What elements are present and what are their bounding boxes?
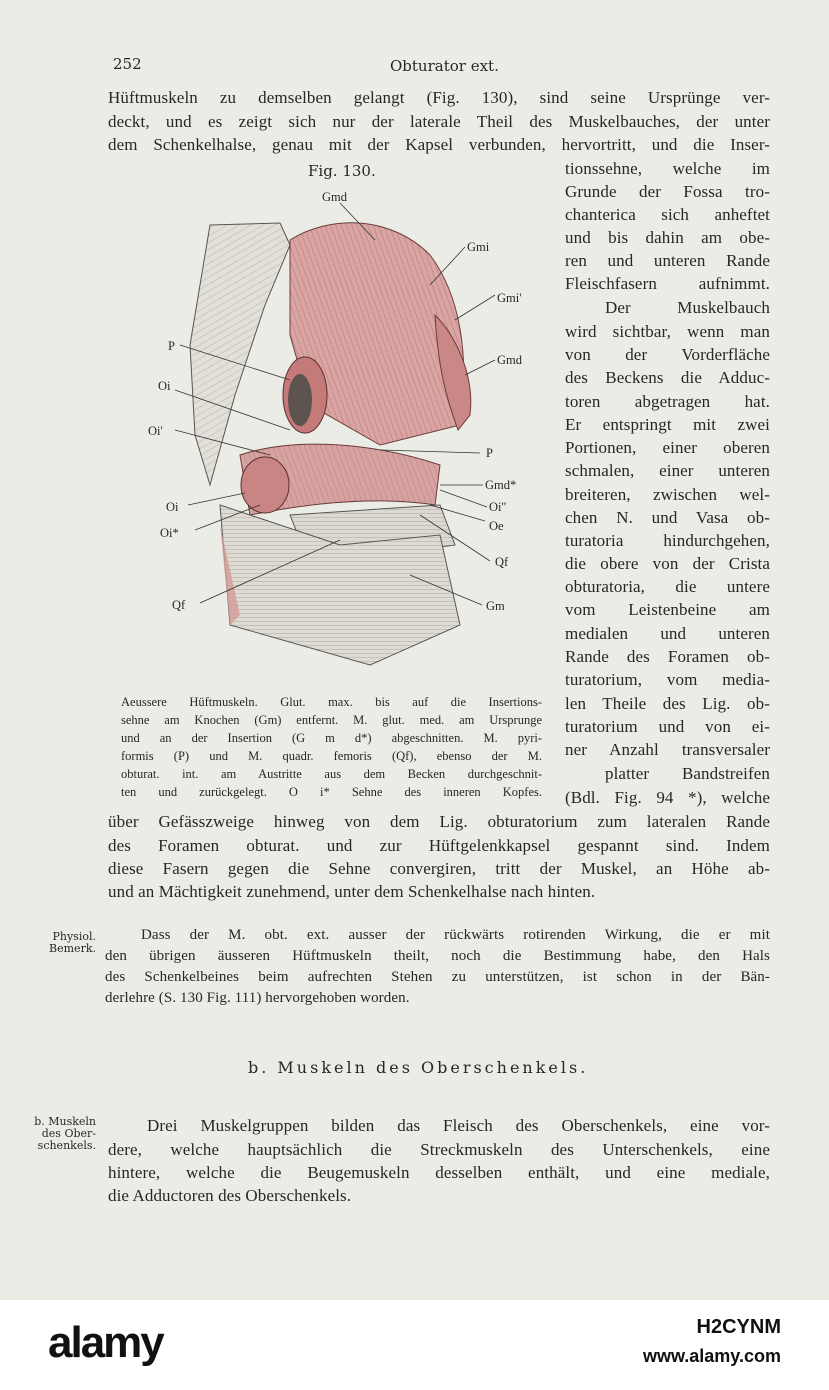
label-oi-star: Oi* bbox=[160, 526, 179, 540]
body-line: über Gefässzweige hinweg von dem Lig. obturatorium zum lateralen Rande bbox=[108, 812, 770, 831]
label-gmi: Gmi bbox=[467, 240, 490, 254]
side-line: Er entspringt mit zwei bbox=[565, 415, 770, 434]
note-line: den übrigen äusseren Hüftmuskeln theilt, noch die Bestimmung habe, den Hals bbox=[105, 948, 770, 964]
side-line: ren und unteren Rande bbox=[565, 251, 770, 270]
side-line: medialen und unteren bbox=[565, 624, 770, 643]
label-oi-left2: Oi bbox=[166, 500, 179, 514]
caption-line: Aeussere Hüftmuskeln. Glut. max. bis auf die Insertions- bbox=[121, 695, 542, 709]
section-line: die Adductoren des Oberschenkels. bbox=[108, 1186, 352, 1205]
side-line: turatoria hindurchgehen, bbox=[565, 531, 770, 550]
side-line: len Theile des Lig. ob- bbox=[565, 694, 770, 713]
label-gmd-right: Gmd bbox=[497, 353, 522, 367]
label-oi-left: Oi bbox=[158, 379, 171, 393]
body-line: diese Fasern gegen die Sehne convergiren, tritt der Muskel, an Höhe ab- bbox=[108, 859, 770, 878]
caption-line: und an der Insertion (G m d*) abgeschnitten. M. pyri- bbox=[121, 731, 542, 745]
side-line: und bis dahin am obe- bbox=[565, 228, 770, 247]
caption-line: obturat. int. am Austritte aus dem Becken durchgeschnit- bbox=[121, 767, 542, 781]
page-number: 252 bbox=[113, 55, 142, 73]
section-line: hintere, welche die Beugemuskeln desselben enthält, und eine mediale, bbox=[108, 1163, 770, 1182]
body-line: und an Mächtigkeit zunehmend, unter dem Schenkelhalse nach hinten. bbox=[108, 882, 596, 901]
side-line: chen N. und Vasa ob- bbox=[565, 508, 770, 527]
label-p-left: P bbox=[168, 339, 175, 353]
alamy-logo: alamy bbox=[48, 1318, 163, 1367]
margin-note-physiol: Physiol. Bemerk. bbox=[49, 930, 96, 955]
image-id: H2CYNM bbox=[696, 1316, 781, 1338]
side-line: Der Muskelbauch bbox=[605, 298, 770, 317]
side-line: toren abgetragen hat. bbox=[565, 392, 770, 411]
side-line: Rande des Foramen ob- bbox=[565, 647, 770, 666]
running-title: Obturator ext. bbox=[390, 57, 499, 75]
margin-note-section: b. Muskeln des Ober- schenkels. bbox=[34, 1115, 96, 1152]
side-line: Portionen, einer oberen bbox=[565, 438, 770, 457]
figure-title: Fig. 130. bbox=[308, 162, 376, 180]
label-oi-double-prime: Oi'' bbox=[489, 500, 507, 514]
note-line: des Schenkelbeines beim aufrechten Stehen zu unterstützen, ist schon in der Bän- bbox=[105, 969, 770, 985]
side-line: turatorium, vom media- bbox=[565, 670, 770, 689]
caption-line: ten und zurückgelegt. O i* Sehne des inneren Kopfes. bbox=[121, 785, 542, 799]
side-line: vom Leistenbeine am bbox=[565, 600, 770, 619]
side-line: tionssehne, welche im bbox=[565, 159, 770, 178]
label-gmd-star: Gmd* bbox=[485, 478, 517, 492]
note-line: derlehre (S. 130 Fig. 111) hervorgehoben worden. bbox=[105, 990, 410, 1006]
label-gmd-top: Gmd bbox=[322, 190, 347, 204]
side-line: breiteren, zwischen wel- bbox=[565, 485, 770, 504]
side-line: des Beckens die Adduc- bbox=[565, 368, 770, 387]
side-line: turatorium und von ei- bbox=[565, 717, 770, 736]
side-line: die obere von der Crista bbox=[565, 554, 770, 573]
body-line: des Foramen obturat. und zur Hüftgelenkkapsel gespannt sind. Indem bbox=[108, 836, 770, 855]
body-line: deckt, und es zeigt sich nur der laterale Theil des Muskelbauches, der unter bbox=[108, 112, 770, 131]
figure-illustration bbox=[140, 185, 540, 675]
note-line: Dass der M. obt. ext. ausser der rückwärts rotirenden Wirkung, die er mit bbox=[141, 927, 770, 943]
side-line: ner Anzahl transversaler bbox=[565, 740, 770, 759]
side-line: wird sichtbar, wenn man bbox=[565, 322, 770, 341]
section-heading: b. Muskeln des Oberschenkels. bbox=[248, 1058, 589, 1077]
side-line: (Bdl. Fig. 94 *), welche bbox=[565, 788, 770, 807]
label-qf-left: Qf bbox=[172, 598, 186, 612]
body-line: dem Schenkelhalse, genau mit der Kapsel verbunden, hervortritt, und die Inser- bbox=[108, 135, 770, 154]
label-qf-right: Qf bbox=[495, 555, 509, 569]
side-line: Grunde der Fossa tro- bbox=[565, 182, 770, 201]
side-line: schmalen, einer unteren bbox=[565, 461, 770, 480]
label-gm: Gm bbox=[486, 599, 505, 613]
caption-line: sehne am Knochen (Gm) entfernt. M. glut. med. am Ursprunge bbox=[121, 713, 542, 727]
side-line: chanterica sich anheftet bbox=[565, 205, 770, 224]
label-oe: Oe bbox=[489, 519, 504, 533]
side-line: obturatoria, die untere bbox=[565, 577, 770, 596]
side-line: Fleischfasern aufnimmt. bbox=[565, 274, 770, 293]
body-line: Hüftmuskeln zu demselben gelangt (Fig. 130), sind seine Ursprünge ver- bbox=[108, 88, 770, 107]
label-gmi-prime: Gmi' bbox=[497, 291, 522, 305]
label-oi-prime: Oi' bbox=[148, 424, 163, 438]
side-line: von der Vorderfläche bbox=[565, 345, 770, 364]
caption-line: formis (P) und M. quadr. femoris (Qf), ebenso der M. bbox=[121, 749, 542, 763]
label-p-right: P bbox=[486, 446, 493, 460]
section-line: Drei Muskelgruppen bilden das Fleisch des Oberschenkels, eine vor- bbox=[147, 1116, 770, 1135]
footer-url: www.alamy.com bbox=[642, 1346, 781, 1366]
side-line: platter Bandstreifen bbox=[605, 764, 770, 783]
section-line: dere, welche hauptsächlich die Streckmuskeln des Unterschenkels, eine bbox=[108, 1140, 770, 1159]
